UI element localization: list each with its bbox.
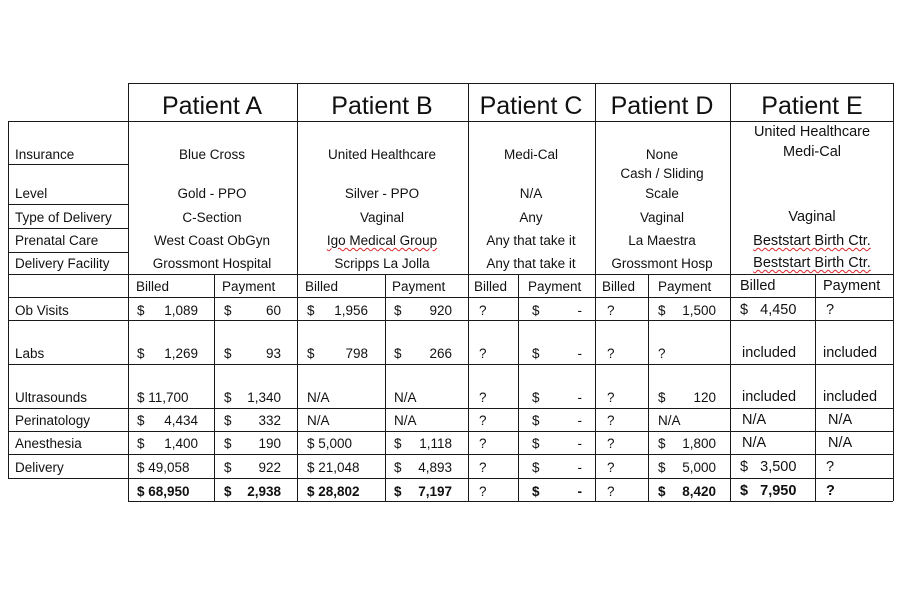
payment-value: 266 — [429, 346, 452, 361]
currency-symbol: $ — [532, 390, 540, 405]
payment-value: - — [577, 346, 582, 361]
payment-value: N/A — [828, 412, 853, 428]
row-label-perinatology: Perinatology — [15, 413, 91, 428]
currency-symbol: $ — [137, 303, 145, 318]
row-label-anesthesia: Anesthesia — [15, 436, 82, 451]
billed-value: ? — [607, 346, 615, 361]
delivery-facility-value: Grossmont Hosp — [611, 256, 713, 271]
total-payment: 7,197 — [418, 484, 452, 499]
billed-value: N/A — [307, 390, 330, 405]
payment-value: 60 — [265, 303, 281, 318]
grid-line — [8, 274, 893, 275]
grid-line — [468, 83, 469, 501]
row-label-ultrasounds: Ultrasounds — [15, 390, 88, 405]
grid-line — [8, 204, 128, 205]
row-label-ob-visits: Ob Visits — [15, 303, 69, 318]
total-payment: ? — [826, 483, 835, 499]
insurance-value: None — [645, 147, 679, 162]
billed-value: $ 11,700 — [137, 390, 189, 405]
prenatal-care-value: Beststart Birth Ctr. — [753, 233, 871, 249]
billed-header: Billed — [474, 279, 508, 294]
grid-line — [8, 121, 893, 122]
delivery-type-value: Any — [519, 210, 543, 225]
payment-value: included — [823, 345, 878, 361]
billed-value: 1,400 — [164, 436, 198, 451]
row-label-level: Level — [15, 186, 48, 201]
billed-value: ? — [479, 413, 487, 428]
insurance-value: United Healthcare — [753, 124, 871, 140]
grid-line — [730, 83, 731, 501]
billed-value: included — [742, 389, 797, 405]
payment-header: Payment — [222, 279, 276, 294]
billed-value: ? — [607, 436, 615, 451]
billed-value: N/A — [307, 413, 330, 428]
currency-symbol: $ — [224, 346, 232, 361]
currency-symbol: $ — [658, 484, 666, 499]
billed-value: ? — [479, 460, 487, 475]
total-billed: $ 68,950 — [137, 484, 190, 499]
insurance-value: United Healthcare — [327, 147, 437, 162]
payment-value: 920 — [429, 303, 452, 318]
row-label-delivery: Delivery — [15, 460, 64, 475]
row-label-delivery-type: Type of Delivery — [15, 210, 112, 225]
billed-value: N/A — [742, 435, 767, 451]
grid-line — [8, 408, 893, 409]
billed-value: $ 49,058 — [137, 460, 190, 475]
insurance-value: Medi-Cal — [782, 144, 842, 160]
delivery-facility-value: Beststart Birth Ctr. — [753, 255, 871, 271]
grid-line — [8, 320, 893, 321]
patient-header: Patient D — [610, 92, 714, 120]
row-label-labs: Labs — [15, 346, 45, 361]
prenatal-care-value: Igo Medical Group — [326, 233, 438, 248]
payment-value: N/A — [394, 390, 417, 405]
currency-symbol: $ — [137, 346, 145, 361]
grid-line — [128, 83, 129, 501]
grid-line — [8, 454, 893, 455]
grid-line — [893, 83, 894, 501]
delivery-facility-value: Grossmont Hospital — [152, 256, 272, 271]
payment-value: 120 — [693, 390, 716, 405]
currency-symbol: $ — [224, 390, 232, 405]
billed-header: Billed — [740, 278, 776, 294]
billed-value: 1,956 — [334, 303, 368, 318]
billed-value: 798 — [345, 346, 368, 361]
grid-line — [214, 274, 215, 501]
currency-symbol: $ — [224, 460, 232, 475]
patient-header: Patient A — [161, 92, 263, 120]
payment-value: 1,800 — [682, 436, 716, 451]
patient-header: Patient B — [331, 92, 433, 120]
payment-header: Payment — [823, 278, 881, 294]
patient-header: Patient C — [479, 92, 583, 120]
row-label-delivery-facility: Delivery Facility — [15, 256, 110, 271]
billed-header: Billed — [136, 279, 170, 294]
currency-symbol: $ — [307, 346, 315, 361]
total-billed: ? — [479, 484, 487, 499]
total-payment: 8,420 — [682, 484, 716, 499]
row-label-prenatal-care: Prenatal Care — [15, 233, 99, 248]
currency-symbol: $ — [307, 303, 315, 318]
grid-line — [297, 83, 298, 501]
currency-symbol: $ — [532, 303, 540, 318]
billed-value: ? — [479, 303, 487, 318]
currency-symbol: $ — [394, 460, 402, 475]
delivery-type-value: Vaginal — [639, 210, 685, 225]
payment-value: 1,500 — [682, 303, 716, 318]
level-value: Scale — [645, 186, 679, 201]
level-value: Silver - PPO — [344, 186, 420, 201]
billed-value: ? — [607, 460, 615, 475]
payment-value: N/A — [394, 413, 417, 428]
grid-line — [8, 252, 128, 253]
currency-symbol: $ — [532, 460, 540, 475]
total-billed: ? — [607, 484, 615, 499]
currency-symbol: $ — [658, 460, 666, 475]
currency-symbol: $ — [394, 303, 402, 318]
payment-value: - — [577, 390, 582, 405]
payment-value: - — [577, 303, 582, 318]
currency-symbol: $ — [224, 413, 232, 428]
currency-symbol: $ — [224, 484, 232, 499]
grid-line — [518, 274, 519, 501]
currency-symbol: $ — [224, 436, 232, 451]
grid-line — [8, 364, 893, 365]
billed-value: $ 3,500 — [740, 459, 797, 475]
prenatal-care-value: La Maestra — [628, 233, 696, 248]
total-billed: $ 7,950 — [740, 483, 797, 499]
payment-value: included — [823, 389, 878, 405]
billed-value: ? — [479, 390, 487, 405]
payment-value: N/A — [828, 435, 853, 451]
payment-value: 4,893 — [418, 460, 452, 475]
grid-line — [8, 164, 128, 165]
grid-line — [8, 431, 893, 432]
payment-value: 1,118 — [419, 436, 452, 451]
payment-value: ? — [826, 302, 835, 318]
currency-symbol: $ — [394, 436, 402, 451]
currency-symbol: $ — [137, 436, 145, 451]
grid-line — [8, 297, 893, 298]
billed-value: ? — [479, 346, 487, 361]
payment-value: ? — [658, 346, 666, 361]
currency-symbol: $ — [658, 390, 666, 405]
delivery-type-value: Vaginal — [359, 210, 405, 225]
currency-symbol: $ — [394, 346, 402, 361]
grid-line — [8, 121, 9, 478]
currency-symbol: $ — [532, 484, 540, 499]
grid-line — [815, 274, 816, 501]
payment-value: - — [577, 413, 582, 428]
payment-value: 190 — [258, 436, 281, 451]
grid-line — [595, 83, 596, 501]
currency-symbol: $ — [658, 436, 666, 451]
grid-line — [128, 83, 893, 84]
payment-header: Payment — [392, 279, 446, 294]
currency-symbol: $ — [137, 413, 145, 428]
delivery-type-value: C-Section — [182, 210, 242, 225]
billed-value: 1,269 — [164, 346, 198, 361]
payment-value: 922 — [258, 460, 281, 475]
payment-value: 1,340 — [247, 390, 281, 405]
billed-value: $ 5,000 — [307, 436, 353, 451]
delivery-type-value: Vaginal — [788, 209, 836, 225]
grid-line — [648, 274, 649, 501]
currency-symbol: $ — [532, 436, 540, 451]
currency-symbol: $ — [658, 303, 666, 318]
billed-value: 4,434 — [164, 413, 198, 428]
payment-value: 93 — [265, 346, 281, 361]
payment-value: 332 — [258, 413, 281, 428]
billed-header: Billed — [602, 279, 636, 294]
insurance-value: Medi-Cal — [503, 147, 559, 162]
currency-symbol: $ — [532, 413, 540, 428]
billed-value: ? — [607, 413, 615, 428]
total-payment: 2,938 — [247, 484, 281, 499]
prenatal-care-value: Any that take it — [486, 233, 576, 248]
billed-value: ? — [607, 303, 615, 318]
grid-line — [8, 478, 893, 479]
level-value: N/A — [519, 186, 543, 201]
insurance-value: Blue Cross — [178, 147, 246, 162]
level-value: Cash / Sliding — [620, 166, 704, 181]
prenatal-care-value: West Coast ObGyn — [153, 233, 271, 248]
level-value: Gold - PPO — [177, 186, 247, 201]
billed-header: Billed — [305, 279, 339, 294]
currency-symbol: $ — [532, 346, 540, 361]
grid-line — [385, 274, 386, 501]
payment-value: - — [577, 460, 582, 475]
total-billed: $ 28,802 — [307, 484, 360, 499]
billed-value: ? — [607, 390, 615, 405]
payment-header: Payment — [528, 279, 582, 294]
grid-line — [128, 501, 893, 502]
delivery-facility-value: Any that take it — [486, 256, 576, 271]
currency-symbol: $ — [394, 484, 402, 499]
payment-header: Payment — [658, 279, 712, 294]
payment-value: - — [577, 436, 582, 451]
currency-symbol: $ — [224, 303, 232, 318]
billed-value: included — [742, 345, 797, 361]
billed-value: N/A — [742, 412, 767, 428]
delivery-facility-value: Scripps La Jolla — [334, 256, 430, 271]
patient-header: Patient E — [761, 92, 863, 120]
grid-line — [8, 228, 128, 229]
row-label-insurance: Insurance — [15, 147, 75, 162]
payment-value: ? — [826, 459, 835, 475]
billed-value: 1,089 — [164, 303, 198, 318]
payment-value: N/A — [658, 413, 681, 428]
billed-value: $ 4,450 — [740, 302, 797, 318]
payment-value: 5,000 — [682, 460, 716, 475]
billed-value: ? — [479, 436, 487, 451]
total-payment: - — [577, 484, 582, 499]
billed-value: $ 21,048 — [307, 460, 360, 475]
